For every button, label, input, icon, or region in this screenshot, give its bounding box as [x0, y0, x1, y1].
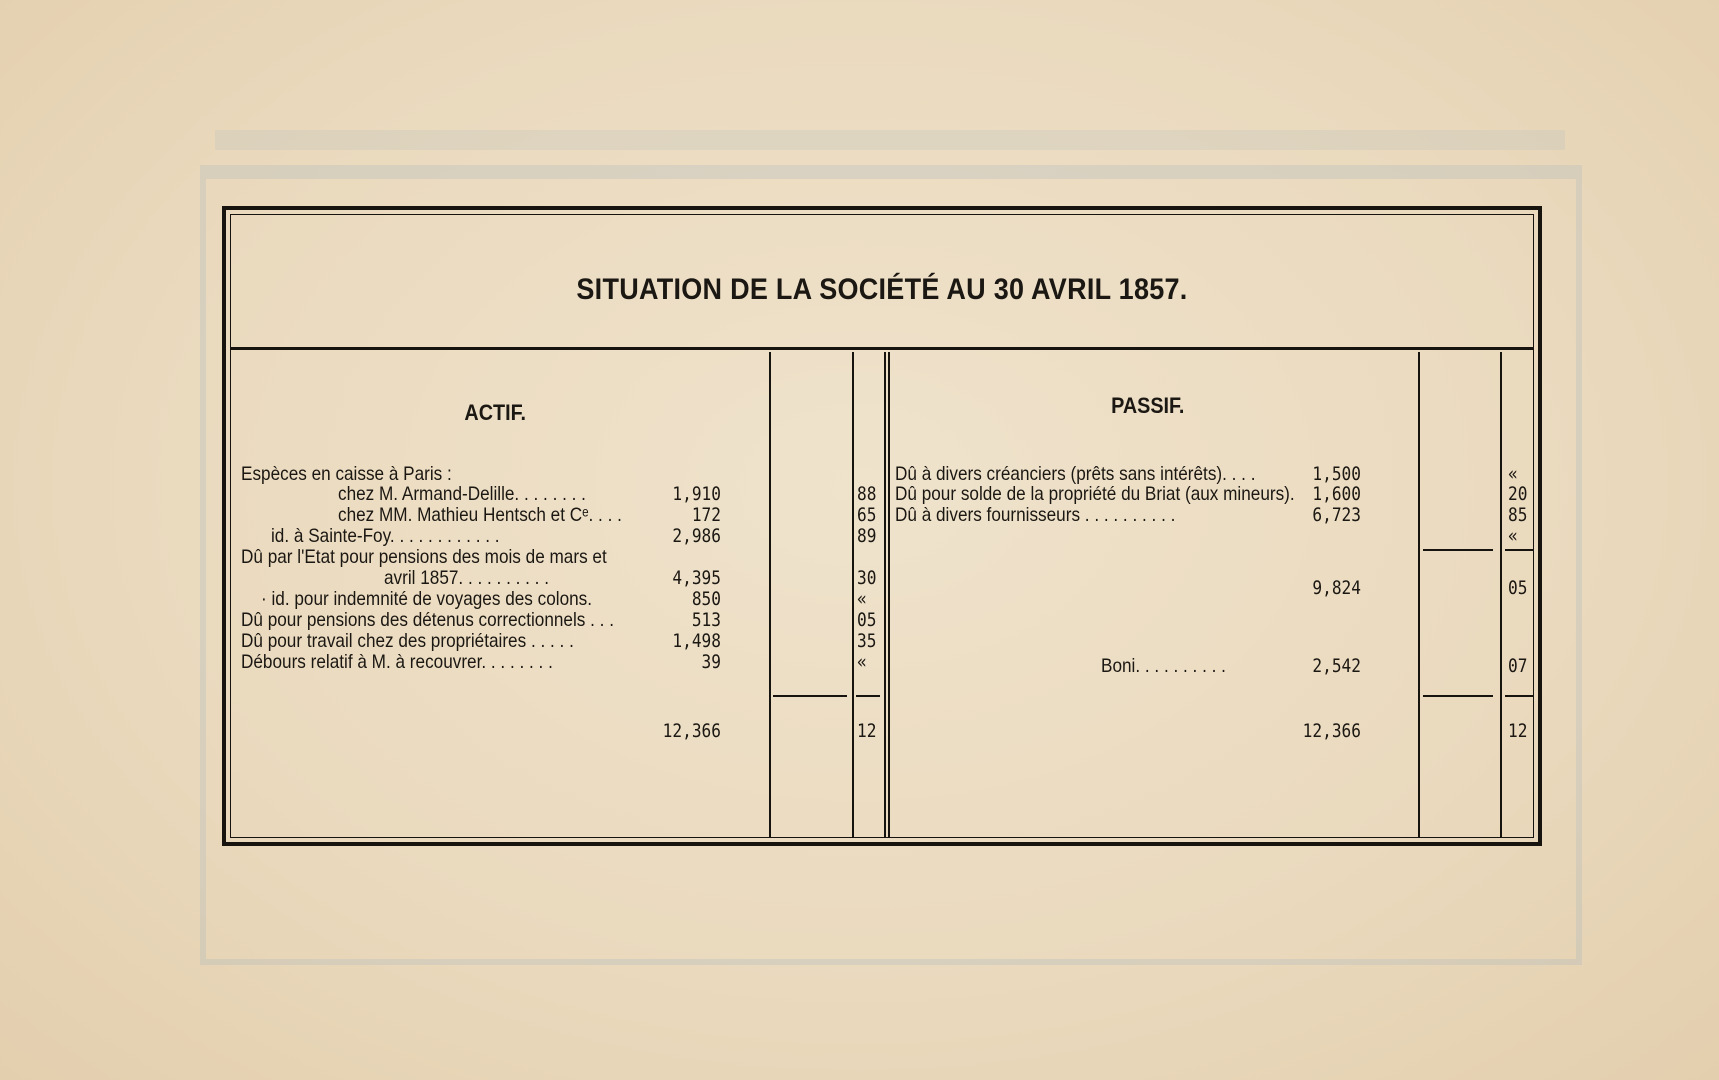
- actif-total-rule: [856, 695, 880, 697]
- passif-centimes: 20: [1508, 483, 1528, 505]
- actif-line: Dû pour pensions des détenus correctionnels . . .: [241, 609, 614, 631]
- actif-centimes: 35: [857, 630, 877, 652]
- actif-line: Dû pour travail chez des propriétaires . . . . .: [241, 630, 574, 652]
- bleed-through-strip: [215, 130, 1565, 150]
- passif-boni-label: Boni. . . . . . . . . .: [1101, 655, 1226, 677]
- passif-line: Dû pour solde de la propriété du Briat (aux mineurs).: [895, 483, 1295, 505]
- actif-line: · id. pour indemnité de voyages des colons.: [261, 588, 593, 610]
- passif-francs: 1,600: [1312, 483, 1361, 505]
- title-rule: [231, 347, 1533, 350]
- passif-boni-centimes: 07: [1508, 655, 1528, 677]
- actif-line: chez MM. Mathieu Hentsch et Cᵉ. . . .: [338, 504, 622, 526]
- actif-line: Débours relatif à M. à recouvrer. . . . . . . .: [241, 651, 553, 673]
- passif-subtotal-rule: [1423, 549, 1493, 551]
- actif-francs: 4,395: [672, 567, 721, 589]
- actif-francs: 1,498: [672, 630, 721, 652]
- passif-total-rule: [1505, 695, 1533, 697]
- actif-centimes: 30: [857, 567, 877, 589]
- passif-total-francs: 12,366: [1302, 720, 1361, 742]
- passif-centimes: «: [1508, 525, 1518, 547]
- passif-francs: 6,723: [1312, 504, 1361, 526]
- passif-subtotal-centimes: 05: [1508, 577, 1528, 599]
- passif-total-rule: [1423, 695, 1493, 697]
- actif-francs: 850: [691, 588, 721, 610]
- passif-centimes-rule: [1500, 352, 1502, 837]
- table-inner-border: [230, 214, 1534, 838]
- passif-subtotal-francs: 9,824: [1312, 577, 1361, 599]
- passif-boni-francs: 2,542: [1312, 655, 1361, 677]
- actif-centimes-rule: [852, 352, 854, 837]
- actif-francs: 39: [701, 651, 721, 673]
- actif-line: avril 1857. . . . . . . . . .: [384, 567, 549, 589]
- passif-heading: PASSIF.: [1111, 393, 1185, 418]
- passif-total-centimes: 12: [1508, 720, 1528, 742]
- actif-line: chez M. Armand-Delille. . . . . . . .: [338, 483, 586, 505]
- passif-subtotal-rule: [1505, 549, 1533, 551]
- passif-line: Dû à divers fournisseurs . . . . . . . . . .: [895, 504, 1176, 526]
- actif-total-rule: [773, 695, 847, 697]
- center-double-rule: [884, 352, 890, 837]
- actif-heading: ACTIF.: [464, 400, 527, 425]
- actif-centimes: «: [857, 651, 867, 673]
- actif-line: Dû par l'Etat pour pensions des mois de mars et: [241, 546, 607, 568]
- actif-centimes: 88: [857, 483, 877, 505]
- actif-line: Espèces en caisse à Paris :: [241, 463, 452, 485]
- actif-centimes: 65: [857, 504, 877, 526]
- actif-line: id. à Sainte-Foy. . . . . . . . . . . .: [271, 525, 500, 547]
- actif-francs: 1,910: [672, 483, 721, 505]
- actif-francs: 2,986: [672, 525, 721, 547]
- actif-centimes: 05: [857, 609, 877, 631]
- passif-francs: 1,500: [1312, 463, 1361, 485]
- actif-centimes: «: [857, 588, 867, 610]
- actif-francs: 172: [691, 504, 721, 526]
- balance-sheet-table: [222, 206, 1542, 846]
- actif-francs: 513: [691, 609, 721, 631]
- passif-line: Dû à divers créanciers (prêts sans intérêts). . . .: [895, 463, 1256, 485]
- passif-centimes: «: [1508, 463, 1518, 485]
- actif-total-centimes: 12: [857, 720, 877, 742]
- page-title: SITUATION DE LA SOCIÉTÉ AU 30 AVRIL 1857.: [576, 273, 1188, 306]
- actif-total-francs: 12,366: [662, 720, 721, 742]
- actif-centimes: 89: [857, 525, 877, 547]
- passif-centimes: 85: [1508, 504, 1528, 526]
- actif-francs-rule: [769, 352, 771, 837]
- passif-francs-rule: [1418, 352, 1420, 837]
